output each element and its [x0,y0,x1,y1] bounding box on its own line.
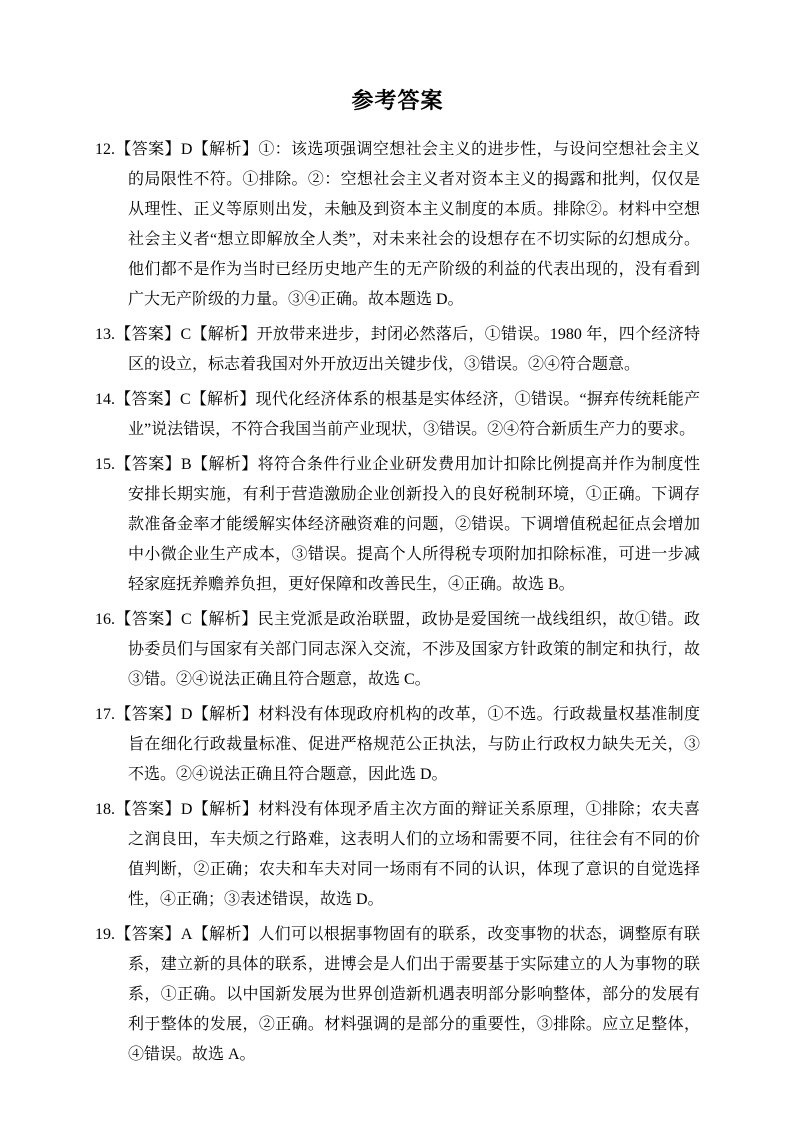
analysis-tag: 【解析】 [192,141,259,158]
answer-tag: 【答案】 [115,391,180,408]
answer-item-13 [95,320,700,380]
item-number: 14. [95,391,115,408]
analysis-tag: 【解析】 [191,611,258,628]
item-number: 12. [95,141,115,158]
answer-tag: 【答案】 [115,326,181,343]
answer-tag: 【答案】 [115,801,181,818]
answer-tag: 【答案】 [115,141,181,158]
analysis-text: 开放带来进步，封闭必然落后，①错误。1980 年，四个经济特区的设立，标志着我国对外开放迈出关键步伐，③错误。②④符合题意。 [128,326,700,373]
answer-letter: D [180,801,193,818]
answer-letter: A [180,926,193,943]
answer-item-16 [95,605,700,695]
answer-letter: B [180,456,192,473]
answer-letter: D [180,706,193,723]
answer-letter: D [180,141,193,158]
analysis-text: 现代化经济体系的根基是实体经济，①错误。“摒弃传统耗能产业”说法错误，不符合我国当前产业现状，③错误。②④符合新质生产力的要求。 [128,391,700,438]
item-number: 18. [95,801,115,818]
item-number: 19. [95,926,115,943]
analysis-tag: 【解析】 [192,801,259,818]
answer-item-17 [95,700,700,790]
item-number: 15. [95,456,115,473]
answer-letter: C [179,391,191,408]
analysis-text: ①：该选项强调空想社会主义的进步性，与设问空想社会主义的局限性不符。①排除。②：空想社会主义者对资本主义的揭露和批判，仅仅是从理性、正义等原则出发，未触及到资本主义制度的本质。排除②。材料中空想社会主义者“想立即解放全人类”，对未来社会的设想存在不切实际的幻想成分。他们都不是作为当时已经历史地产生的无产阶级的利益的代表出现的，没有看到广大无产阶级的力量。③④正确。故本题选 D。 [128,141,700,308]
item-number: 13. [95,326,115,343]
analysis-tag: 【解析】 [190,391,256,408]
answer-tag: 【答案】 [115,456,181,473]
answer-tag: 【答案】 [115,611,181,628]
page-title: 参考答案 [351,88,444,113]
answer-letter: C [180,611,192,628]
item-number: 17. [95,706,115,723]
analysis-tag: 【解析】 [192,926,259,943]
analysis-tag: 【解析】 [192,706,259,723]
answer-item-15 [95,450,700,600]
analysis-text: 民主党派是政治联盟，政协是爱国统一战线组织，故①错。政协委员们与国家有关部门同志深入交流，不涉及国家方针政策的制定和执行，故③错。②④说法正确且符合题意，故选 C。 [128,611,700,688]
analysis-tag: 【解析】 [191,456,258,473]
analysis-text: 人们可以根据事物固有的联系，改变事物的状态，调整原有联系，建立新的具体的联系，进博会是人们出于需要基于实际建立的人为事物的联系，①正确。以中国新发展为世界创造新机遇表明部分影响整体，部分的发展有利于整体的发展，②正确。材料强调的是部分的重要性，③排除。应立足整体，④错误。故选 A。 [128,926,700,1063]
answer-tag: 【答案】 [115,926,181,943]
analysis-tag: 【解析】 [191,326,257,343]
answer-item-19 [95,920,700,1070]
answer-tag: 【答案】 [115,706,181,723]
analysis-text: 将符合条件行业企业研发费用加计扣除比例提高并作为制度性安排长期实施，有利于营造激励企业创新投入的良好税制环境，①正确。下调存款准备金率才能缓解实体经济融资难的问题，②错误。下调增值税起征点会增加中小微企业生产成本，③错误。提高个人所得税专项附加扣除标准，可进一步减轻家庭抚养赡养负担，更好保障和改善民生，④正确。故选 B。 [128,456,700,593]
answer-letter: C [180,326,192,343]
analysis-text: 材料没有体现政府机构的改革，①不选。行政裁量权基准制度旨在细化行政裁量标准、促进严格规范公正执法，与防止行政权力缺失无关，③不选。②④说法正确且符合题意，因此选 D。 [128,706,700,783]
answer-item-18 [95,795,700,915]
answer-item-12 [95,135,700,315]
item-number: 16. [95,611,115,628]
analysis-text: 材料没有体现矛盾主次方面的辩证关系原理，①排除；农夫喜之润良田，车夫烦之行路难，这表明人们的立场和需要不同，往往会有不同的价值判断，②正确；农夫和车夫对同一场雨有不同的认识，体现了意识的自觉选择性，④正确；③表述错误，故选 D。 [128,801,700,908]
answer-item-14 [95,385,700,445]
